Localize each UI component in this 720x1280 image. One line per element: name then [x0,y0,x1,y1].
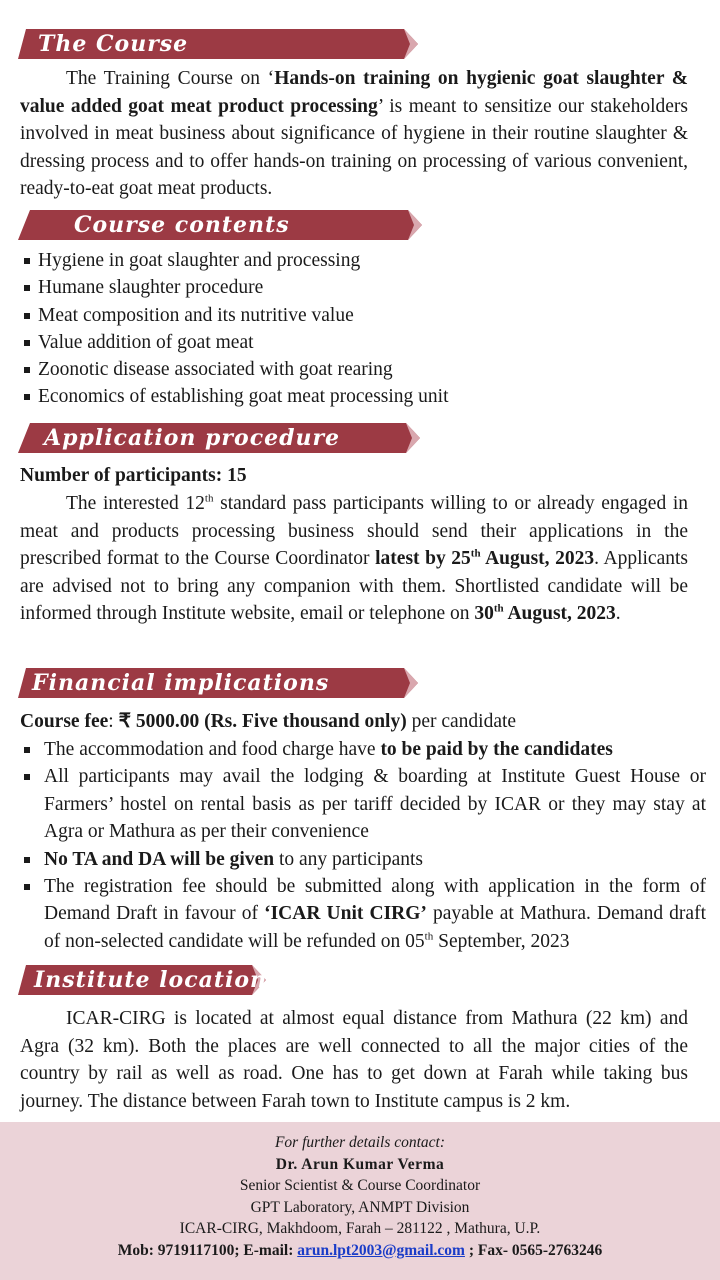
section-banner-application [18,423,420,453]
contact-footer [0,1122,720,1280]
list-item: Humane slaughter procedure [22,274,449,301]
section-title-contents: Course contents [74,212,290,238]
section-banner-financial [18,668,418,698]
course-description: The Training Course on ‘Hands-on training on hygienic goat slaughter & value added goat meat product processing’ is meant to sensitize our stakeholders involved in meat business about significance of hygiene in their routine slaughter & dressing process and to offer hands-on training on processing of various convenient, ready-to-eat goat meat products. [20,68,688,199]
section-title-location: Institute location [34,967,268,993]
section-banner-contents [18,210,422,240]
application-text: The interested 12th standard pass participants willing to or already engaged in meat and products processing business should send their applications in the prescribed format to the Course Coordinator latest by 25th August, 2023. Applicants are advised not to bring any companion with them. Shortlisted candidate will be informed through Institute website, email or telephone on 30th August, 2023. [20,492,688,624]
list-item: Zoonotic disease associated with goat rearing [22,356,449,383]
list-item: No TA and DA will be given to any participants [20,846,706,873]
course-title-bold: Hands-on training on hygienic goat slaughter & value added goat meat product processing [20,68,688,117]
email-link[interactable]: arun.lpt2003@gmail.com [297,1241,465,1259]
contact-heading: For further details contact: [274,1134,446,1151]
section-banner-course [18,29,418,59]
section-title-financial: Financial implications [32,670,330,696]
list-item: All participants may avail the lodging & boarding at Institute Guest House or Farmers’ hostel on rental basis as per tariff decided by ICAR or they may stay at Agra or Mathura as per their convenience [20,763,706,845]
section-title-course: The Course [38,31,189,57]
list-item: Value addition of goat meat [22,329,449,356]
contact-address: ICAR-CIRG, Makhdoom, Farah – 281122 , Mathura, U.P. [179,1220,541,1237]
location-text: ICAR-CIRG is located at almost equal distance from Mathura (22 km) and Agra (32 km). Both the places are well connected to all the major cities of the country by rail as well as road. One has to get down at Farah while taking bus journey. The distance between Farah town to Institute campus is 2 km. [20,1008,688,1112]
list-item: Economics of establishing goat meat processing unit [22,383,449,410]
financial-list [20,736,706,955]
section-banner-location [18,965,266,995]
contact-name: Dr. Arun Kumar Verma [275,1155,445,1173]
participants-count: Number of participants: 15 [20,465,247,486]
course-fee: Course fee: ₹ 5000.00 (Rs. Five thousand only) per candidate [20,711,517,732]
list-item: Meat composition and its nutritive value [22,302,449,329]
list-item: The registration fee should be submitted along with application in the form of Demand Draft in favour of ‘ICAR Unit CIRG’ payable at Mathura. Demand draft of non-selected candidate will be refunded on 05th September, 2023 [20,873,706,955]
contact-designation: Senior Scientist & Course Coordinator [239,1177,481,1194]
list-item: The accommodation and food charge have to be paid by the candidates [20,736,706,763]
contact-phone-email: Mob: 9719117100; E-mail: arun.lpt2003@gmail.com ; Fax- 0565-2763246 [117,1241,603,1259]
section-title-application: Application procedure [44,425,341,451]
list-item: Hygiene in goat slaughter and processing [22,247,449,274]
contact-lab: GPT Laboratory, ANMPT Division [250,1198,470,1216]
course-contents-list [22,247,449,411]
